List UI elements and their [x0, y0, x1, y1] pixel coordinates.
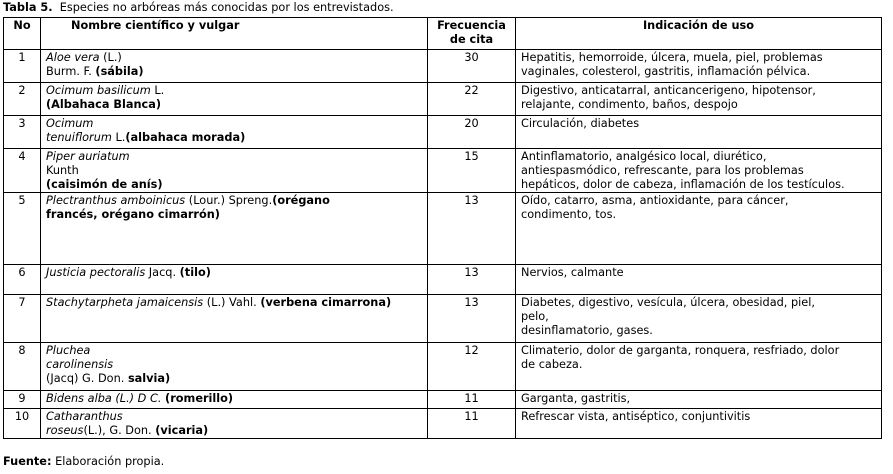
scientific-name-part: Bidens alba (L.) D C. — [46, 392, 162, 405]
common-name-part: francés, orégano cimarrón) — [46, 208, 220, 221]
use-line: Refrescar vista, antiséptico, conjuntivitis — [521, 410, 751, 423]
author-part: (L.) Vahl. — [203, 296, 261, 309]
table-row — [4, 295, 882, 343]
scientific-name-part: Ocimum — [46, 117, 94, 130]
author-part: (L.), G. Don. — [83, 424, 156, 437]
row-number: 7 — [4, 295, 41, 343]
species-name — [41, 193, 428, 265]
use-indication — [516, 149, 882, 193]
table-row — [4, 265, 882, 295]
citation-frequency: 12 — [428, 343, 516, 391]
species-name — [41, 391, 428, 409]
source-label: Fuente: — [3, 455, 52, 468]
use-line: desinflamatorio, gases. — [521, 324, 653, 337]
common-name-part: (verbena cimarrona) — [260, 296, 392, 309]
header-frequency-line2: de cita — [449, 33, 494, 46]
row-number: 9 — [4, 391, 41, 409]
table-row — [4, 409, 882, 439]
species-name — [41, 409, 428, 439]
caption-label: Tabla 5. — [3, 1, 53, 14]
scientific-name-part: Plectranthus amboinicus — [46, 194, 186, 207]
common-name-part: (orégano — [272, 194, 330, 207]
use-line: condimento, tos. — [521, 208, 617, 221]
common-name-part: (caisimón de anís) — [46, 178, 163, 191]
use-indication — [516, 193, 882, 265]
use-line: Antinflamatorio, analgésico local, diurético, — [521, 150, 767, 163]
scientific-name-part: Piper auriatum — [46, 150, 130, 163]
author-part: Jacq. — [145, 266, 180, 279]
table-row — [4, 391, 882, 409]
author-part: Kunth — [46, 164, 79, 177]
author-part: L. — [111, 131, 126, 144]
species-name — [41, 265, 428, 295]
scientific-name-part: Justicia pectoralis — [46, 266, 146, 279]
common-name-part: salvia) — [127, 372, 171, 385]
row-number: 5 — [4, 193, 41, 265]
common-name-part: (albahaca morada) — [125, 131, 246, 144]
header-frequency — [428, 18, 516, 50]
author-part: (L.) — [99, 51, 122, 64]
scientific-name-part: carolinensis — [46, 358, 114, 371]
use-indication — [516, 116, 882, 149]
table-row — [4, 149, 882, 193]
citation-frequency: 11 — [428, 391, 516, 409]
row-number: 6 — [4, 265, 41, 295]
table-row — [4, 83, 882, 116]
author-part: (Lour.) Spreng. — [185, 194, 273, 207]
header-frequency-line1: Frecuencia — [437, 19, 506, 32]
author-part: (Jacq) G. Don. — [46, 372, 128, 385]
use-line: Climaterio, dolor de garganta, ronquera, resfriado, dolor — [521, 344, 840, 357]
row-number: 3 — [4, 116, 41, 149]
scientific-name-part: Aloe vera — [46, 51, 100, 64]
citation-frequency: 20 — [428, 116, 516, 149]
use-line: pelo, — [521, 310, 549, 323]
citation-frequency: 13 — [428, 193, 516, 265]
row-number: 1 — [4, 50, 41, 83]
scientific-name-part: roseus — [46, 424, 84, 437]
header-use: Indicación de uso — [516, 18, 882, 50]
header-name: Nombre científico y vulgar — [41, 18, 428, 50]
species-name — [41, 343, 428, 391]
source-text: Elaboración propia. — [55, 455, 165, 468]
scientific-name-part: tenuiflorum — [46, 131, 112, 144]
scientific-name-part: Stachytarpheta jamaicensis — [46, 296, 204, 309]
use-line: vaginales, colesterol, gastritis, inflamación pélvica. — [521, 65, 811, 78]
citation-frequency: 22 — [428, 83, 516, 116]
row-number: 10 — [4, 409, 41, 439]
header-no: No — [4, 18, 41, 50]
source-note — [3, 455, 164, 469]
row-number: 8 — [4, 343, 41, 391]
use-indication — [516, 409, 882, 439]
table-row — [4, 116, 882, 149]
use-line: de cabeza. — [521, 358, 583, 371]
common-name-part: (vicaria) — [155, 424, 209, 437]
author-part: L. — [150, 84, 165, 97]
use-line: Garganta, gastritis, — [521, 392, 631, 405]
use-indication — [516, 83, 882, 116]
citation-frequency: 30 — [428, 50, 516, 83]
scientific-name-part: Catharanthus — [46, 410, 123, 423]
use-line: Nervios, calmante — [521, 266, 624, 279]
use-line: Digestivo, anticatarral, anticancerigeno, hipotensor, — [521, 84, 816, 97]
species-name — [41, 50, 428, 83]
table-body — [4, 50, 882, 439]
use-line: Hepatitis, hemorroide, úlcera, muela, piel, problemas — [521, 51, 823, 64]
common-name-part: (romerillo) — [165, 392, 234, 405]
common-name-part: (sábila) — [95, 65, 144, 78]
citation-frequency: 11 — [428, 409, 516, 439]
common-name-part: (Albahaca Blanca) — [46, 98, 162, 111]
species-table — [3, 17, 882, 439]
row-number: 4 — [4, 149, 41, 193]
citation-frequency: 13 — [428, 295, 516, 343]
row-number: 2 — [4, 83, 41, 116]
use-line: Diabetes, digestivo, vesícula, úlcera, obesidad, piel, — [521, 296, 815, 309]
table-row — [4, 343, 882, 391]
species-name — [41, 83, 428, 116]
use-line: Oído, catarro, asma, antioxidante, para cáncer, — [521, 194, 789, 207]
use-indication — [516, 343, 882, 391]
use-line: Circulación, diabetes — [521, 117, 640, 130]
species-name — [41, 295, 428, 343]
table-row — [4, 193, 882, 265]
table-header-row — [4, 18, 882, 50]
caption-text: Especies no arbóreas más conocidas por los entrevistados. — [59, 1, 394, 14]
citation-frequency: 15 — [428, 149, 516, 193]
citation-frequency: 13 — [428, 265, 516, 295]
scientific-name-part: Pluchea — [46, 344, 91, 357]
table-row — [4, 50, 882, 83]
use-indication — [516, 50, 882, 83]
species-name — [41, 116, 428, 149]
use-indication — [516, 265, 882, 295]
use-indication — [516, 295, 882, 343]
common-name-part: (tilo) — [179, 266, 211, 279]
species-name — [41, 149, 428, 193]
scientific-name-part: Ocimum basilicum — [46, 84, 151, 97]
author-part: Burm. F. — [46, 65, 96, 78]
use-line: relajante, condimento, baños, despojo — [521, 98, 738, 111]
use-line: hepáticos, dolor de cabeza, inflamación de los testículos. — [521, 178, 845, 191]
table-caption — [3, 1, 394, 15]
use-indication — [516, 391, 882, 409]
use-line: antiespasmódico, refrescante, para los problemas — [521, 164, 804, 177]
